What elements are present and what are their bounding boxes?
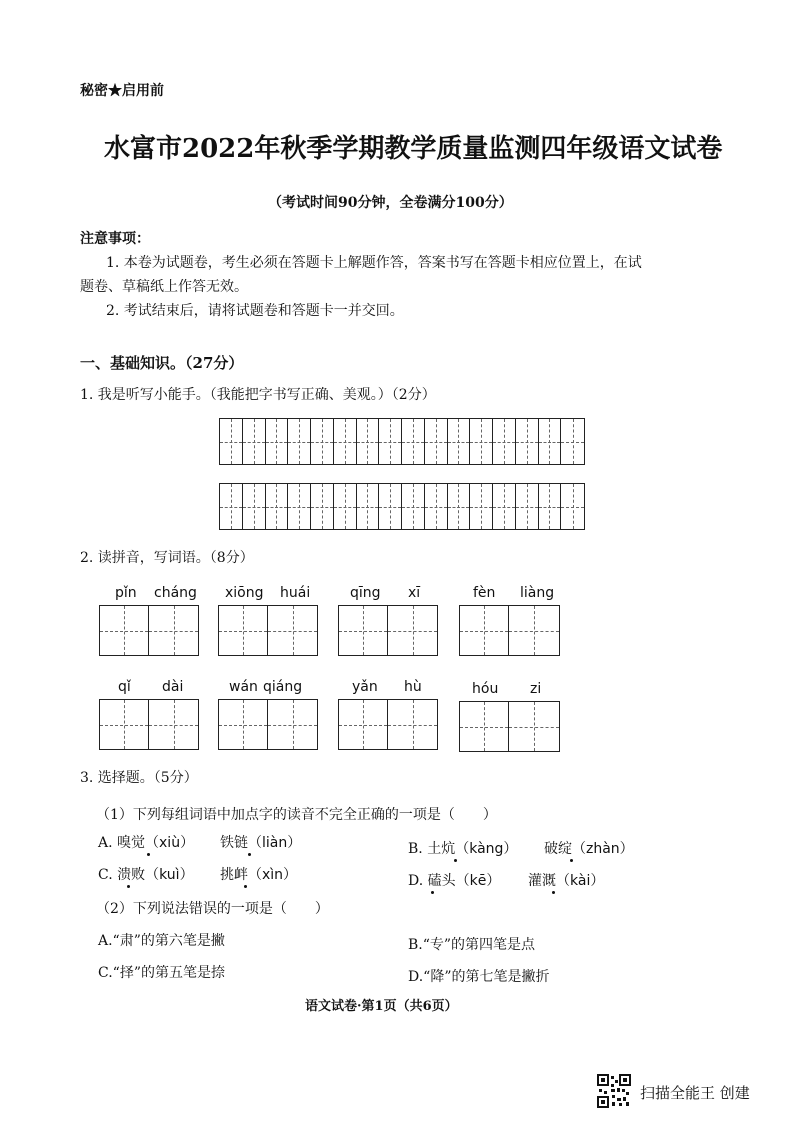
pinyin: xī xyxy=(408,585,421,601)
pinyin: wán xyxy=(229,679,258,695)
q3-sub2-option-b[interactable]: B.“专”的第四笔是点 xyxy=(408,937,536,953)
option-a-word1: A. 嗅觉 xyxy=(98,835,146,851)
question-2-text: 2. 读拼音，写词语。（8分） xyxy=(80,550,254,566)
q3-sub1-option-a[interactable] xyxy=(98,832,194,852)
q3-sub1-option-c[interactable]: C. 溃败（kuì） xyxy=(98,867,194,883)
page-footer: 语文试卷·第1页（共6页） xyxy=(305,999,458,1014)
emphasis-dot xyxy=(454,859,457,862)
q3-sub2-stem: （2）下列说法错误的一项是（ ） xyxy=(96,901,329,917)
q3-sub2-option-a[interactable]: A.“肃”的第六笔是撇 xyxy=(98,933,225,949)
pinyin: cháng xyxy=(154,585,197,601)
emphasis-dot xyxy=(552,891,555,894)
pinyin: hóu xyxy=(472,681,499,697)
q3-sub2-option-c[interactable]: C.“择”的第五笔是捺 xyxy=(98,965,225,981)
pinyin: zi xyxy=(530,681,542,697)
pinyin: hù xyxy=(404,679,422,695)
qr-code-icon xyxy=(597,1074,631,1108)
word-box-3[interactable] xyxy=(338,605,438,656)
notes-item-1-line-2: 题卷、草稿纸上作答无效。 xyxy=(80,279,248,295)
q3-sub1-option-a-word2: 铁链（liàn） xyxy=(220,835,302,851)
q3-sub1-stem: （1）下列每组词语中加点字的读音不完全正确的一项是（ ） xyxy=(96,807,497,823)
q3-sub1-option-b-word2: 破绽（zhàn） xyxy=(544,841,634,857)
emphasis-dot xyxy=(431,891,434,894)
section-1-title: 一、基础知识。（27分） xyxy=(80,354,244,372)
confidential-label: 秘密★启用前 xyxy=(80,83,164,99)
word-box-6[interactable] xyxy=(218,699,318,750)
exam-title: 水富市2022年秋季学期教学质量监测四年级语文试卷 xyxy=(104,134,723,164)
pinyin: pǐn xyxy=(115,585,137,601)
pinyin: liàng xyxy=(520,585,555,601)
q3-sub1-option-c-word2: 挑衅（xìn） xyxy=(220,867,298,883)
emphasis-dot xyxy=(570,859,573,862)
scanner-watermark: 扫描全能王 创建 xyxy=(640,1084,750,1102)
notes-heading: 注意事项： xyxy=(80,231,150,247)
question-1-text: 1. 我是听写小能手。（我能把字书写正确、美观。）（2分） xyxy=(80,387,436,403)
q3-sub2-option-d[interactable]: D.“降”的第七笔是撇折 xyxy=(408,969,550,985)
q3-sub1-option-d-word2: 灌溉（kài） xyxy=(528,873,605,889)
emphasis-dot xyxy=(127,885,130,888)
word-box-1[interactable] xyxy=(99,605,199,656)
pinyin: qīng xyxy=(350,585,381,601)
word-box-5[interactable] xyxy=(99,699,199,750)
notes-item-2: 2. 考试结束后，请将试题卷和答题卡一并交回。 xyxy=(106,303,404,319)
pinyin: qiáng xyxy=(263,679,303,695)
pinyin: xiōng xyxy=(225,585,264,601)
word-box-2[interactable] xyxy=(218,605,318,656)
q3-sub1-option-d[interactable]: D. 磕头（kē） xyxy=(408,873,501,889)
word-box-4[interactable] xyxy=(459,605,560,656)
pinyin: yǎn xyxy=(352,679,378,695)
option-a-pinyin1: （xiù） xyxy=(145,835,195,851)
exam-subtitle: （考试时间90分钟，全卷满分100分） xyxy=(268,195,513,211)
emphasis-dot xyxy=(147,853,150,856)
emphasis-dot xyxy=(248,853,251,856)
word-box-7[interactable] xyxy=(338,699,438,750)
dictation-grid-row-1[interactable] xyxy=(219,418,585,465)
notes-item-1-line-1: 1. 本卷为试题卷，考生必须在答题卡上解题作答，答案书写在答题卡相应位置上，在试 xyxy=(106,255,642,271)
pinyin: huái xyxy=(280,585,311,601)
pinyin: dài xyxy=(162,679,184,695)
question-3-text: 3. 选择题。（5分） xyxy=(80,770,198,786)
word-box-8[interactable] xyxy=(459,701,560,752)
pinyin: qǐ xyxy=(118,679,131,695)
emphasis-dot xyxy=(244,885,247,888)
pinyin: fèn xyxy=(473,585,496,601)
dictation-grid-row-2[interactable] xyxy=(219,483,585,530)
q3-sub1-option-b[interactable]: B. 土炕（kàng） xyxy=(408,841,518,857)
